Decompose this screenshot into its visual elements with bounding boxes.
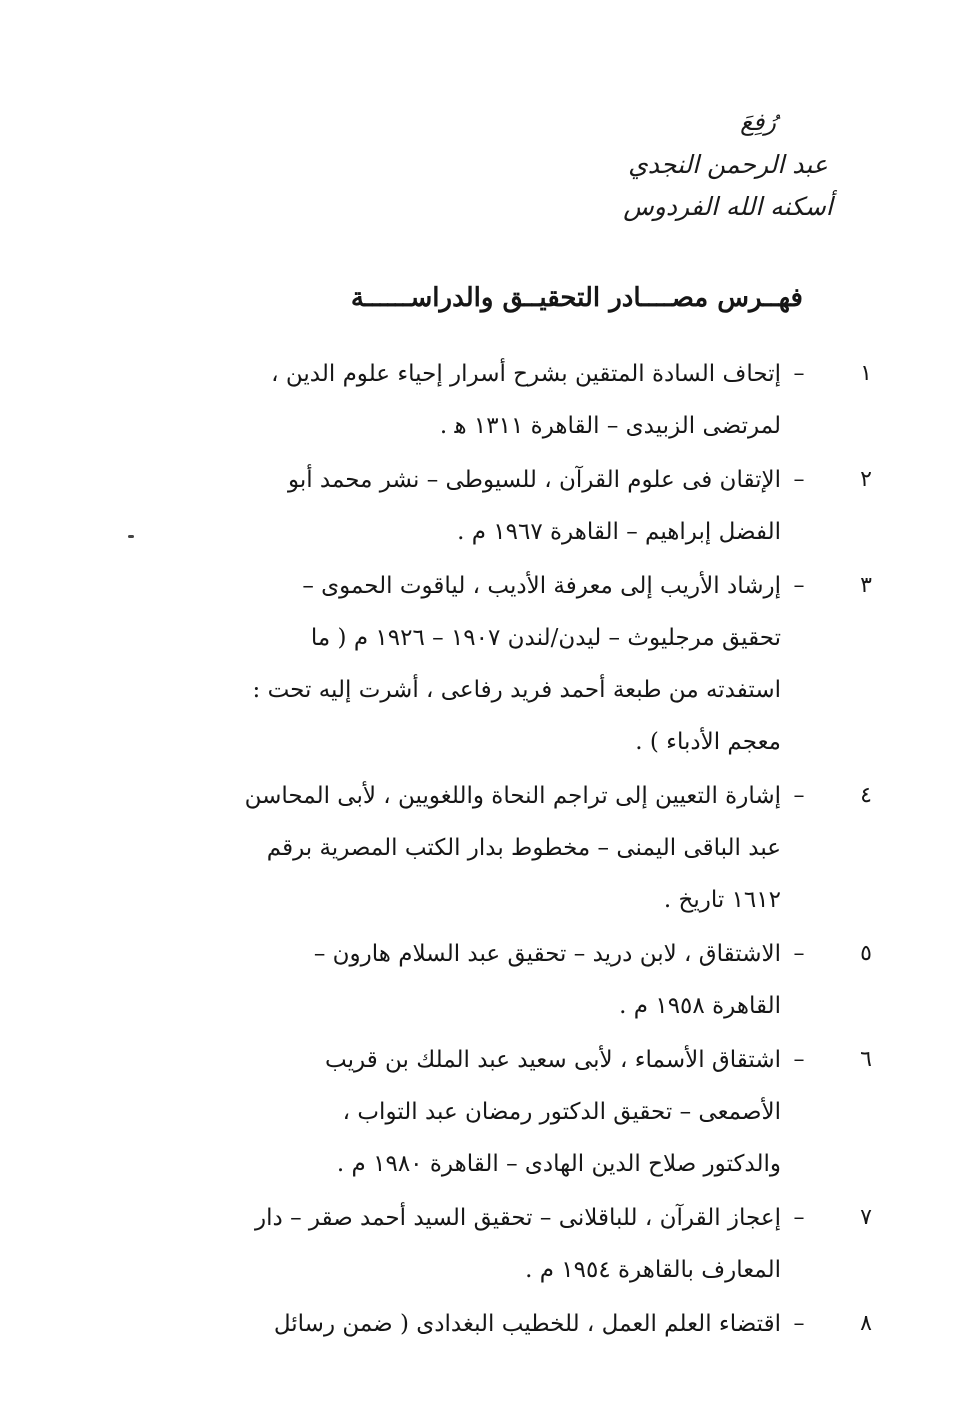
entry-text: [181, 560, 781, 768]
list-item: [163, 348, 883, 452]
entry-line: تحقيق مرجليوث – ليدن/لندن ١٩٠٧ – ١٩٢٦ م ( ما: [310, 625, 781, 651]
uploader-stamp: [613, 100, 843, 228]
entry-line: استفدته من طبعة أحمد فريد رفاعى ، أشرت إليه تحت :: [252, 677, 781, 703]
entry-number: ٣: [860, 573, 872, 598]
entry-dash: –: [793, 783, 805, 808]
entry-dash: –: [793, 573, 805, 598]
entry-line: القاهرة ١٩٥٨ م .: [619, 993, 781, 1019]
entry-line: إرشاد الأريب إلى معرفة الأديب ، لياقوت الحموى –: [302, 573, 781, 599]
entry-line: المعارف بالقاهرة ١٩٥٤ م .: [525, 1257, 781, 1283]
entry-dash: –: [793, 361, 805, 386]
entry-line: إشارة التعيين إلى تراجم النحاة واللغويين ، لأبى المحاسن: [244, 783, 781, 809]
entry-line: الاشتقاق ، لابن دريد – تحقيق عبد السلام هارون –: [313, 941, 781, 967]
stamp-line-prayer: أسكنه الله الفردوس: [623, 192, 833, 221]
stamp-line-raf: رُفِعَ: [740, 108, 776, 136]
entry-line: معجم الأدباء ) .: [635, 729, 781, 755]
entry-text: [181, 928, 781, 1032]
page-title: فهــرس مصــــادر التحقيــق والدراســــــة: [350, 283, 803, 313]
entry-line: لمرتضى الزبيدى – القاهرة ١٣١١ ﻫ .: [439, 413, 781, 439]
entry-line: اقتضاء العلم العمل ، للخطيب البغدادى ( ضمن رسائل: [273, 1311, 781, 1337]
list-item: [163, 1034, 883, 1190]
entry-line: اشتقاق الأسماء ، لأبى سعيد عبد الملك بن قريب: [325, 1047, 781, 1073]
list-item: [163, 1192, 883, 1296]
entry-dash: –: [793, 467, 805, 492]
entry-line: الأصمعى – تحقيق الدكتور رمضان عبد التواب ،: [342, 1099, 781, 1125]
entry-number: ٧: [860, 1205, 872, 1230]
entry-number: ٤: [860, 783, 872, 808]
entry-text: [181, 1298, 781, 1350]
entry-dash: –: [793, 1311, 805, 1336]
entry-dash: –: [793, 941, 805, 966]
entry-dash: –: [793, 1047, 805, 1072]
entry-text: [181, 454, 781, 558]
entry-line: الإتقان فى علوم القرآن ، للسيوطى – نشر محمد أبو: [287, 467, 781, 493]
sources-list: [163, 348, 883, 1350]
stamp-line-name: عبد الرحمن النجدي: [628, 150, 828, 179]
entry-line: إتحاف السادة المتقين بشرح أسرار إحياء علوم الدين ،: [271, 361, 781, 387]
entry-number: ٢: [860, 467, 872, 492]
entry-number: ٨: [860, 1311, 872, 1336]
list-item: [163, 560, 883, 768]
entry-line: إعجاز القرآن ، للباقلانى – تحقيق السيد أحمد صقر – دار: [255, 1205, 781, 1231]
entry-line: الفضل إبراهيم – القاهرة ١٩٦٧ م .: [457, 519, 781, 545]
entry-line: والدكتور صلاح الدين الهادى – القاهرة ١٩٨٠ م .: [336, 1151, 781, 1177]
entry-text: [181, 770, 781, 926]
entry-number: ٥: [860, 941, 872, 966]
ink-speck: [128, 535, 134, 538]
entry-number: ١: [860, 361, 872, 386]
entry-text: [181, 1192, 781, 1296]
entry-line: ١٦١٢ تاريخ .: [663, 887, 781, 913]
entry-number: ٦: [860, 1047, 872, 1072]
list-item: [163, 1298, 883, 1350]
list-item: [163, 454, 883, 558]
entry-text: [181, 1034, 781, 1190]
list-item: [163, 928, 883, 1032]
list-item: [163, 770, 883, 926]
entry-line: عبد الباقى اليمنى – مخطوط بدار الكتب المصرية برقم: [266, 835, 781, 861]
entry-dash: –: [793, 1205, 805, 1230]
entry-text: [181, 348, 781, 452]
